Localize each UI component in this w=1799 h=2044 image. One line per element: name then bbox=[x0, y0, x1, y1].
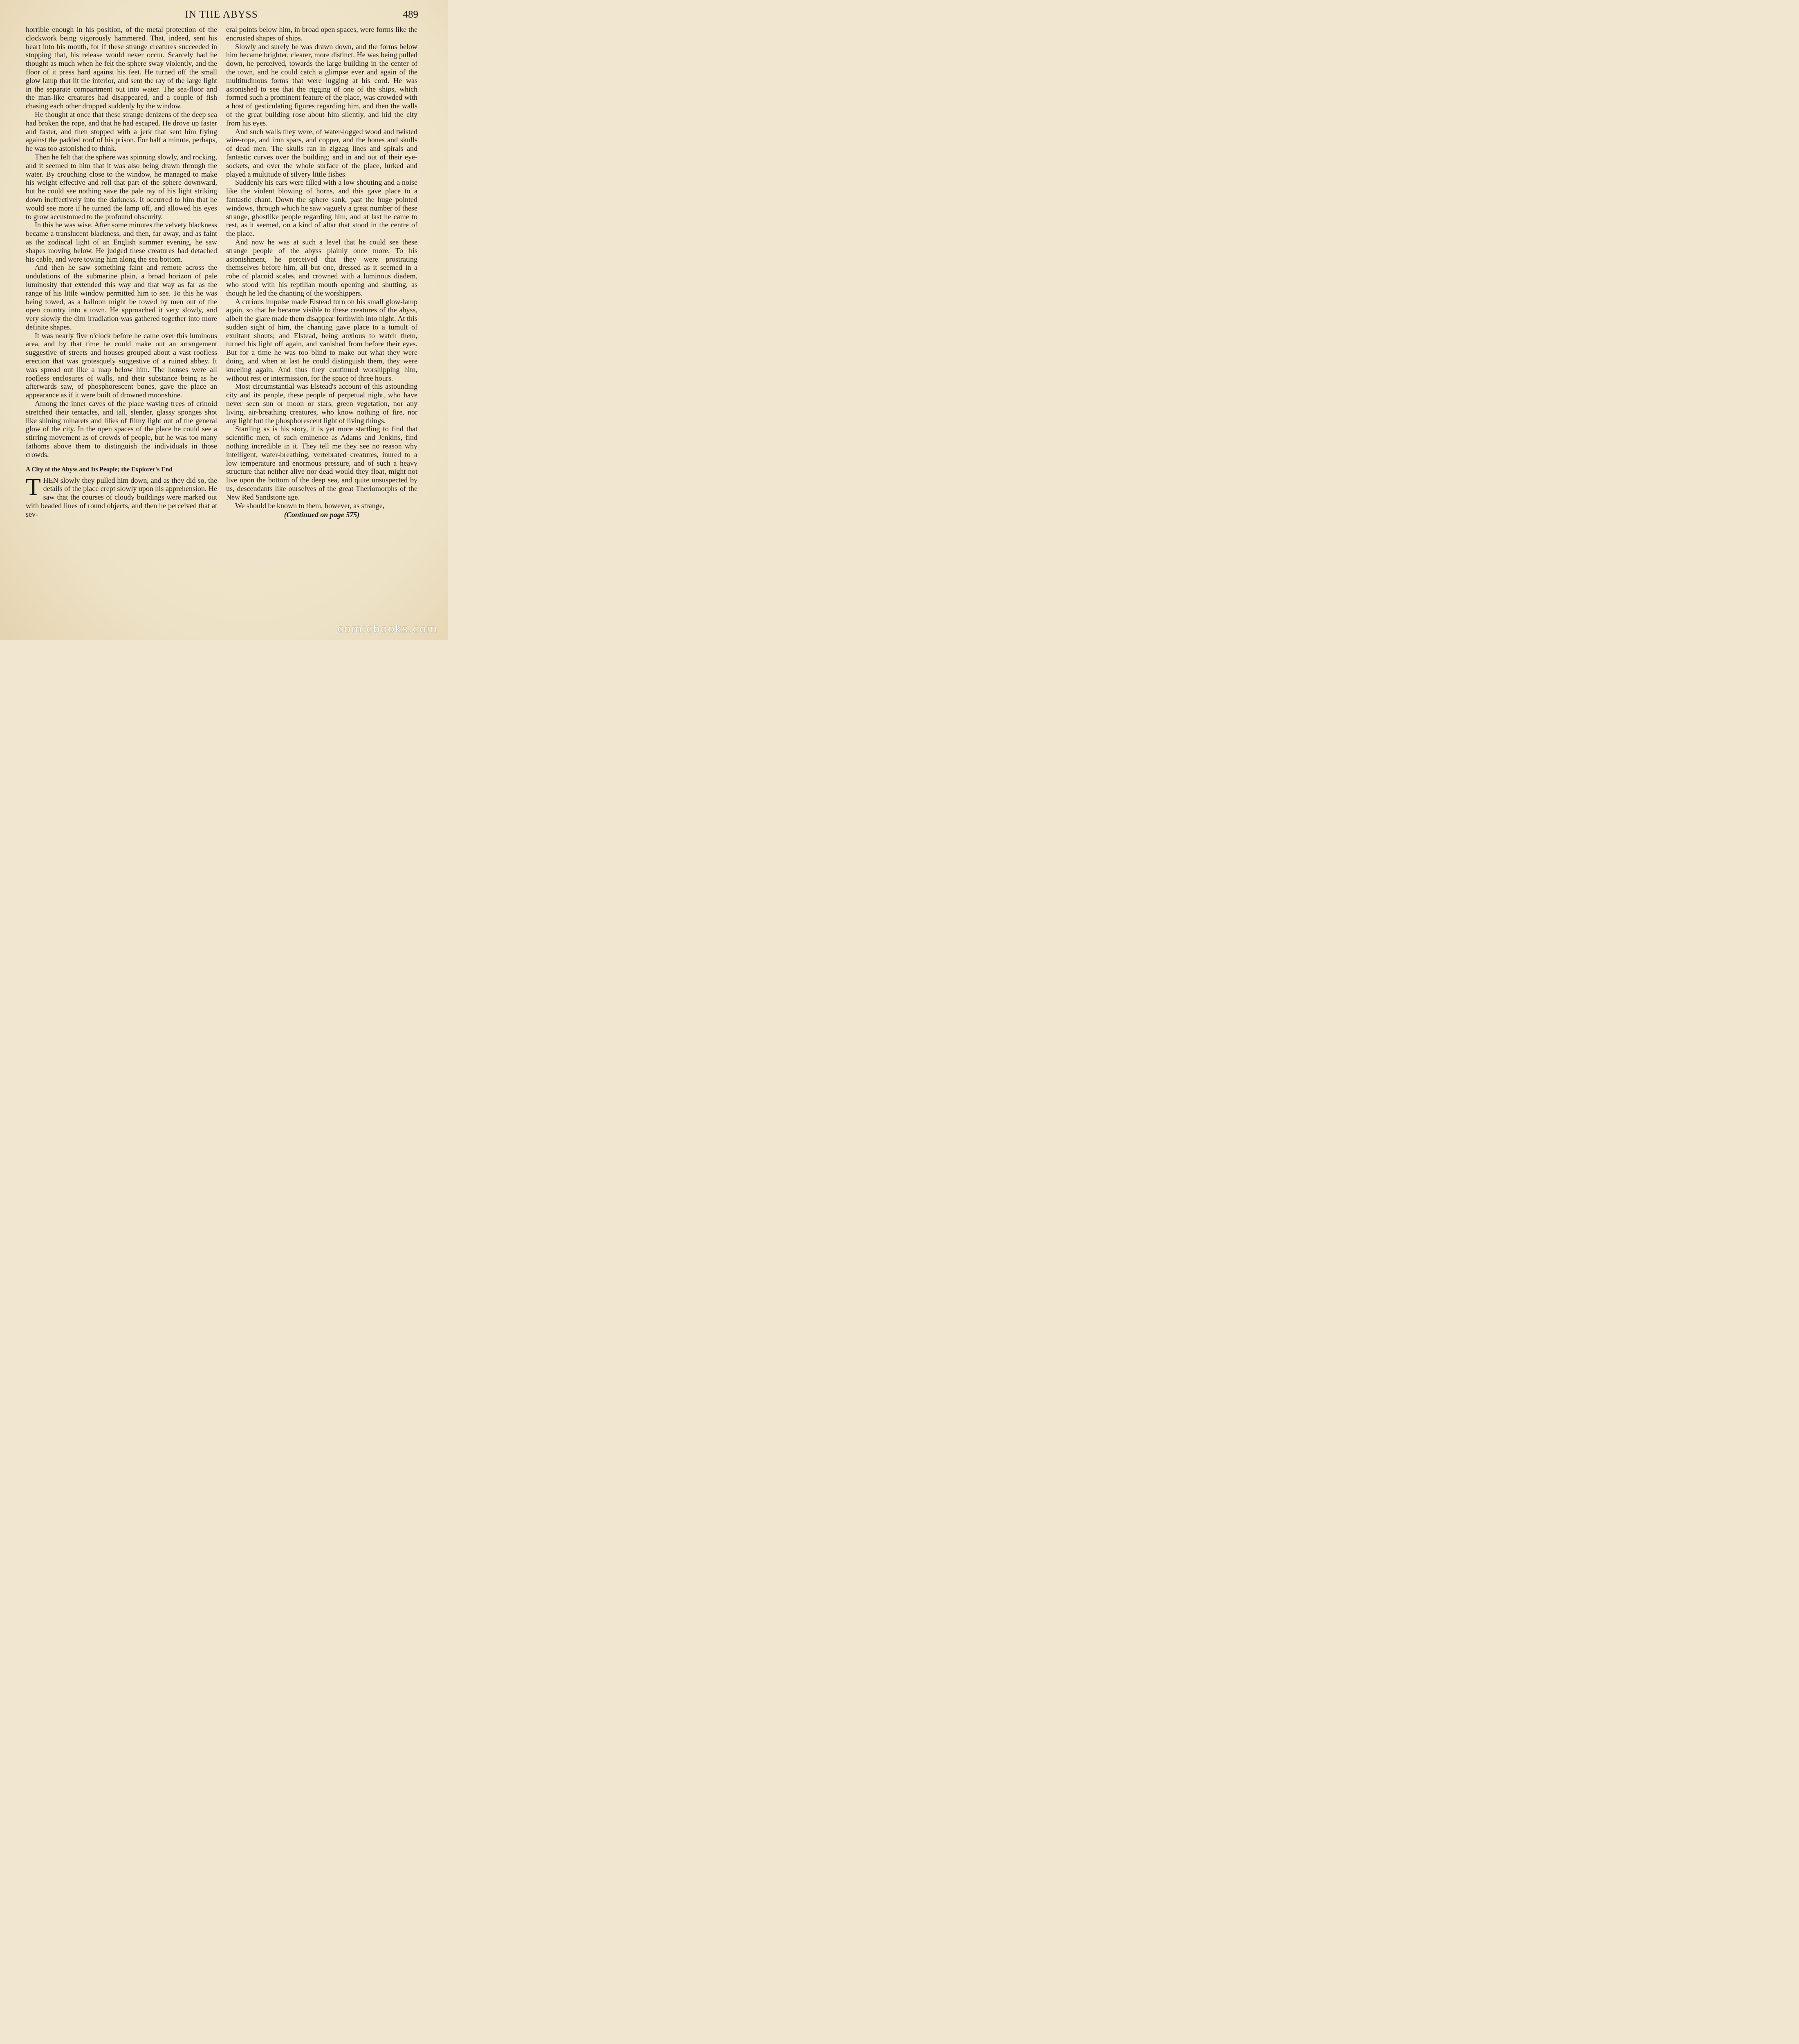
page-header bbox=[25, 9, 418, 22]
left-paragraph-1: horrible enough in his position, of the metal protection of the clockwork being vigorously hammered. That, indeed, sent his heart into his mouth, for if these strange creatures succeeded in stopping that, his release would never occur. Scarcely had he thought as much when he felt the sphere sway violently, and the floor of it press hard against his feet. He turned off the small glow lamp that lit the interior, and sent the ray of the large light in the separate compartment out into water. The sea-floor and the man-like creatures had disappeared, and a couple of fish chasing each other dropped suddenly by the window. bbox=[26, 25, 217, 110]
left-paragraph-2: He thought at once that these strange denizens of the deep sea had broken the rope, and that he had escaped. He drove up faster and faster, and then stopped with a jerk that sent him flying against the padded roof of his prison. For half a minute, perhaps, he was too astonished to think. bbox=[26, 110, 217, 153]
right-paragraph-6: A curious impulse made Elstead turn on his small glow-lamp again, so that he became visible to these creatures of the abyss, albeit the glare made them disappear forthwith into night. At this sudden sight of him, the chanting gave place to a tumult of exultant shouts; and Elstead, being anxious to watch them, turned his light off again, and vanished from before their eyes. But for a time he was too blind to make out what they were doing, and when at last he could distinguish them, they were kneeling again. And thus they continued worshipping him, without rest or intermission, for the space of three hours. bbox=[226, 297, 417, 382]
right-column bbox=[226, 25, 417, 519]
left-paragraph-6: It was nearly five o'clock before he came over this luminous area, and by that time he could make out an arrangement suggestive of streets and houses grouped about a vast roofless erection that was grotesquely suggestive of a ruined abbey. It was spread out like a map below him. The houses were all roofless enclosures of walls, and their substance being as he afterwards saw, of phosphorescent bones, gave the place an appearance as if it were built of drowned moonshine. bbox=[26, 331, 217, 399]
continued-note: (Continued on page 575) bbox=[284, 511, 360, 519]
left-paragraph-4: In this he was wise. After some minutes the velvety blackness became a translucent blackness, and then, far away, and as faint as the zodiacal light of an English summer evening, he saw shapes moving below. He judged these creatures had detached his cable, and were towing him along the sea bottom. bbox=[26, 221, 217, 263]
right-paragraph-3: And such walls they were, of water-logged wood and twisted wire-rope, and iron spars, and copper, and the bones and skulls of dead men. The skulls ran in zigzag lines and spirals and fantastic curves over the building; and in and out of their eye-sockets, and over the whole surface of the place, lurked and played a multitude of silvery little fishes. bbox=[226, 127, 417, 178]
left-column bbox=[26, 25, 217, 519]
left-paragraph-3: Then he felt that the sphere was spinning slowly, and rocking, and it seemed to him that it was also being drawn through the water. By crouching close to the window, he managed to make his weight effective and roll that part of the sphere downward, but he could see nothing save the pale ray of his light striking down ineffectively into the darkness. It occurred to him that he would see more if he turned the lamp off, and allowed his eyes to grow accustomed to the profound obscurity. bbox=[26, 152, 217, 221]
right-paragraph-5: And now he was at such a level that he could see these strange people of the abyss plainly once more. To his astonishment, he perceived that they were prostrating themselves before him, all but one, dressed as it seemed in a robe of placoid scales, and crowned with a luminous diadem, who stood with his reptilian mouth opening and shutting, as though he led the chanting of the worshippers. bbox=[226, 238, 417, 297]
magazine-page bbox=[0, 0, 448, 640]
site-watermark: comicbooks.com bbox=[337, 623, 438, 635]
right-paragraph-1: eral points below him, in broad open spaces, were forms like the encrusted shapes of ships. bbox=[226, 25, 417, 42]
dropcap-paragraph bbox=[26, 473, 217, 519]
page-number: 489 bbox=[403, 9, 418, 20]
section-subheading: A City of the Abyss and Its People; the Explorer's End bbox=[26, 466, 173, 473]
right-paragraph-8: Startling as is his story, it is yet more startling to find that scientific men, of such eminence as Adams and Jenkins, find nothing incredible in it. They tell me they see no reason why intelligent, water-breathing, vertebrated creatures, inured to a low temperature and enormous pressure, and of such a heavy structure that neither alive nor dead would they float, might not live upon the bottom of the deep sea, and quite unsuspected by us, descendants like ourselves of the great Theriomorphs of the New Red Sandstone age. bbox=[226, 425, 417, 501]
right-paragraph-7: Most circumstantial was Elstead's account of this astounding city and its people, these people of perpetual night, who have never seen sun or moon or stars, green vegetation, nor any living, air-breathing creatures, who know nothing of fire, nor any light but the phosphorescent light of living things. bbox=[226, 382, 417, 425]
dropcap-paragraph-text: HEN slowly they pulled him down, and as they did so, the details of the place crept slowly upon his apprehension. He saw that the courses of cloudy buildings were marked out with beaded lines of round objects, and then he perceived that at sev- bbox=[26, 476, 217, 518]
right-paragraph-9: We should be known to them, however, as strange, bbox=[235, 501, 385, 510]
right-paragraph-2: Slowly and surely he was drawn down, and the forms below him became brighter, clearer, more distinct. He was being pulled down, he perceived, towards the large building in the center of the town, and he could catch a glimpse ever and again of the multitudinous forms that were lugging at his cord. He was astonished to see that the rigging of one of the ships, which formed such a prominent feature of the place, was crowded with a host of gesticulating figures regarding him, and then the walls of the great building rose about him silently, and hid the city from his eyes. bbox=[226, 42, 417, 127]
drop-cap-letter: T bbox=[26, 473, 41, 500]
right-paragraph-4: Suddenly his ears were filled with a low shouting and a noise like the violent blowing of horns, and this gave place to a fantastic chant. Down the sphere sank, past the huge pointed windows, through which he saw vaguely a great number of these strange, ghostlike people regarding him, and at last he came to rest, as it seemed, on a kind of altar that stood in the centre of the place. bbox=[226, 178, 417, 238]
left-paragraph-5: And then he saw something faint and remote across the undulations of the submarine plain, a broad horizon of pale luminosity that extended this way and that way as far as the range of his little window permitted him to see. To this he was being towed, as a balloon might be towed by men out of the open country into a town. He approached it very slowly, and very slowly the dim irradiation was gathered together into more definite shapes. bbox=[26, 263, 217, 331]
left-paragraph-7: Among the inner caves of the place waving trees of crinoid stretched their tentacles, and tall, slender, glassy sponges shot like shining minarets and lilies of filmy light out of the general glow of the city. In the open spaces of the place he could see a stirring movement as of crowds of people, but he was too many fathoms above them to distinguish the individuals in those crowds. bbox=[26, 399, 217, 459]
running-title: IN THE ABYSS bbox=[185, 9, 258, 20]
